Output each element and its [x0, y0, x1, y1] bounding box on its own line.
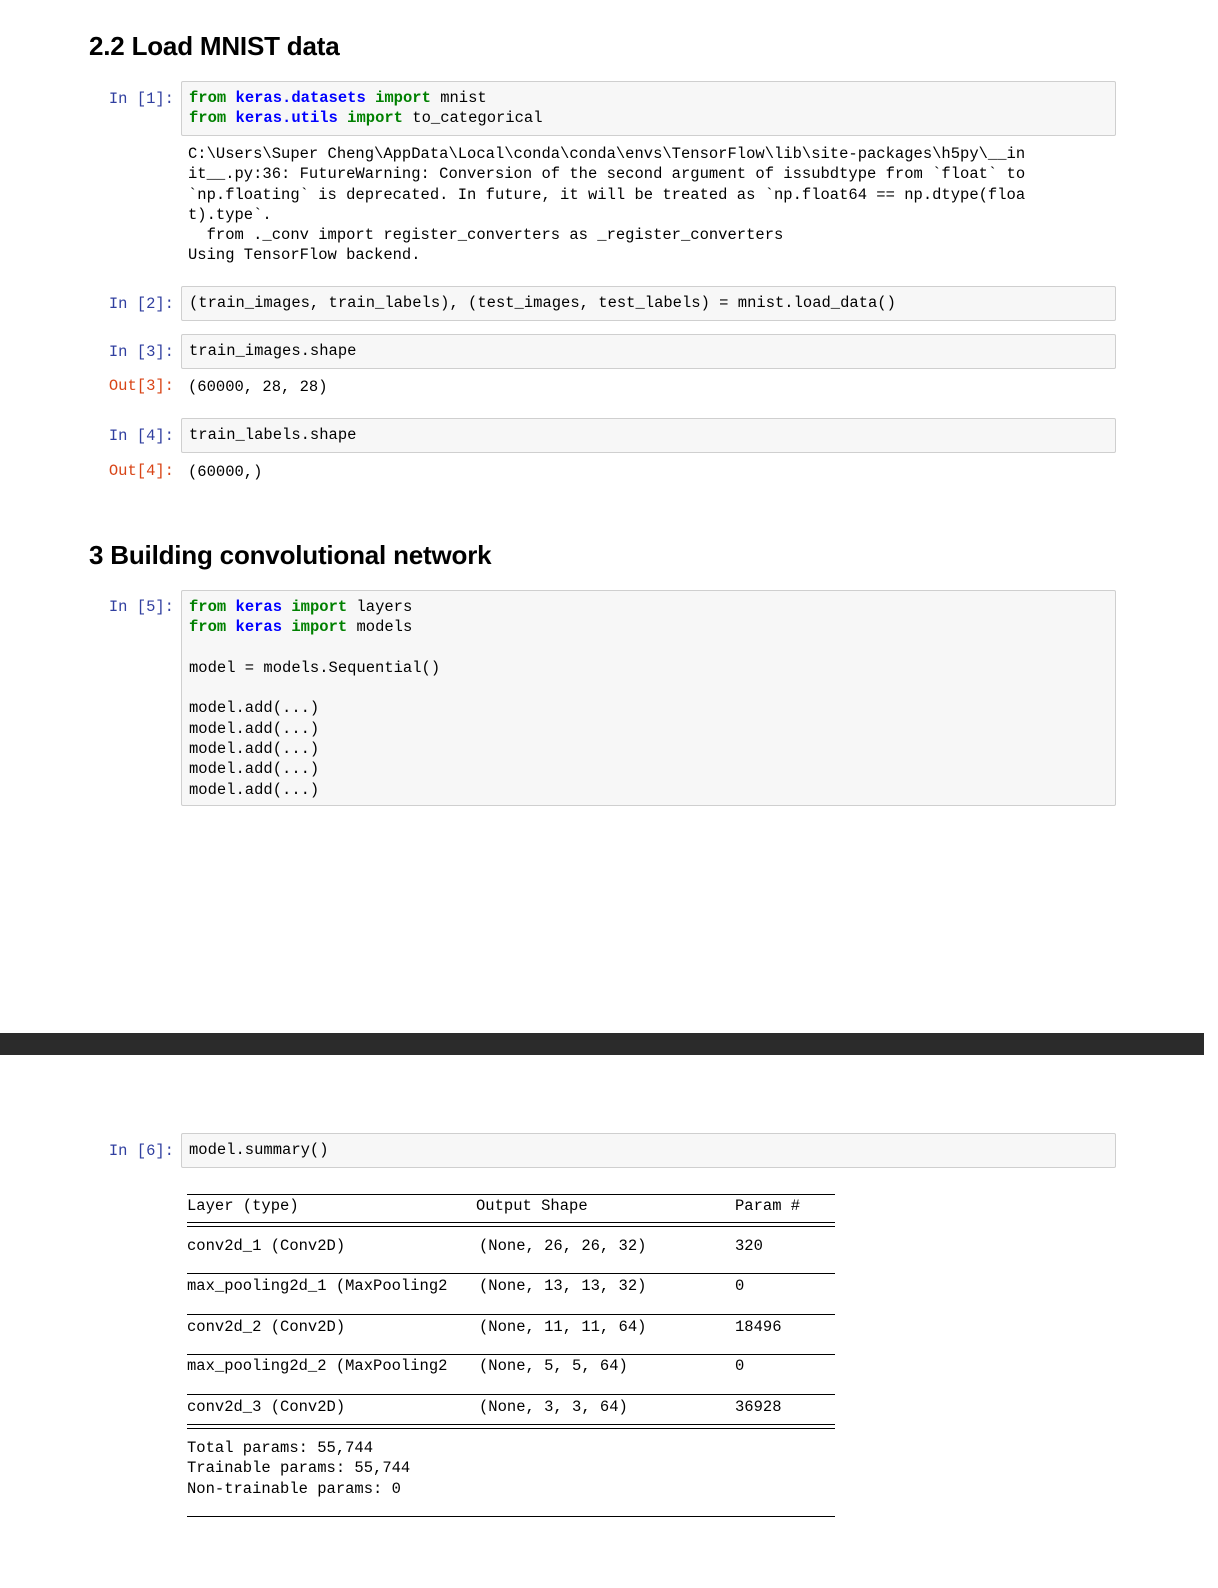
code-token: model = models.Sequential(): [189, 658, 441, 677]
output-prompt: Out[4]:: [108, 462, 174, 480]
output-line: `np.floating` is deprecated. In future, it will be treated as `np.float64 == np.dtype(floa: [188, 185, 1026, 204]
code-token: to_categorical: [402, 109, 543, 128]
summary-rule: [187, 1314, 835, 1315]
input-prompt: In [4]:: [108, 427, 174, 445]
summary-row-params: 320: [735, 1237, 763, 1255]
code-keyword: from: [189, 618, 227, 637]
code-token: model.add(...): [189, 780, 320, 799]
code-token: model.add(...): [189, 740, 320, 759]
code-token: mnist: [430, 89, 487, 107]
code-token: [226, 618, 235, 636]
code-token: [338, 109, 347, 127]
code-keyword: import: [291, 618, 348, 637]
output-line: t).type`.: [188, 205, 272, 224]
summary-row-params: 0: [735, 1357, 745, 1375]
code-cell-input[interactable]: [181, 418, 1116, 453]
summary-rule: [187, 1273, 835, 1274]
code-line: [189, 425, 1108, 445]
code-cell-input[interactable]: [181, 286, 1116, 321]
code-token: [226, 89, 235, 107]
summary-rule: [187, 1194, 835, 1195]
code-line: [189, 88, 1108, 108]
output-line: C:\Users\Super Cheng\AppData\Local\conda\conda\envs\TensorFlow\lib\site-packages\h5py\__in: [188, 145, 1026, 163]
code-token: [282, 598, 291, 616]
code-line: [189, 597, 1108, 617]
code-keyword: from: [189, 598, 227, 616]
code-token: [282, 618, 291, 636]
page-break-band: [0, 1033, 1204, 1055]
code-module: keras.datasets: [235, 89, 366, 107]
input-prompt: In [6]:: [108, 1142, 174, 1160]
input-prompt: In [2]:: [108, 295, 174, 313]
model-summary-output: [187, 1188, 837, 1528]
code-line: [189, 759, 1108, 779]
input-prompt: In [5]:: [108, 598, 174, 616]
code-line: [189, 698, 1108, 718]
summary-header-param: Param #: [735, 1197, 801, 1215]
summary-rule: [187, 1516, 835, 1517]
code-token: model.add(...): [189, 699, 320, 718]
section-heading-load-mnist: 2.2 Load MNIST data: [89, 31, 340, 61]
summary-row-shape: (None, 11, 11, 64): [479, 1318, 647, 1336]
code-line: [189, 780, 1108, 800]
summary-row-shape: (None, 26, 26, 32): [479, 1237, 647, 1255]
summary-row-shape: (None, 3, 3, 64): [479, 1398, 628, 1416]
code-line: [189, 739, 1108, 759]
summary-double-rule: [187, 1424, 835, 1429]
summary-row-params: 18496: [735, 1318, 782, 1336]
code-keyword: from: [189, 89, 227, 107]
code-token: train_labels.shape: [189, 426, 357, 444]
input-prompt: In [1]:: [108, 90, 174, 108]
summary-rule: [187, 1394, 835, 1395]
code-token: (train_images, train_labels), (test_images, test_labels) = mnist.load_data(): [189, 294, 896, 312]
code-line: [189, 617, 1108, 637]
code-line: [189, 341, 1108, 361]
summary-row-layer: conv2d_2 (Conv2D): [187, 1318, 346, 1336]
code-keyword: import: [375, 89, 431, 107]
code-line: [189, 719, 1108, 739]
stderr-output: [188, 144, 1025, 266]
output-line: it__.py:36: FutureWarning: Conversion of the second argument of issubdtype from `float` to: [188, 165, 1026, 184]
code-token: model.add(...): [189, 760, 320, 779]
code-token: model.summary(): [189, 1141, 329, 1159]
summary-double-rule: [187, 1222, 835, 1227]
section-heading-building-cnn: 3 Building convolutional network: [89, 540, 492, 570]
code-line: [189, 678, 1108, 698]
code-cell-input[interactable]: [181, 81, 1116, 136]
code-line: [189, 658, 1108, 678]
code-cell-input[interactable]: [181, 1133, 1116, 1168]
summary-trainable-params: Trainable params: 55,744: [187, 1459, 411, 1477]
input-prompt: In [3]:: [108, 343, 174, 361]
summary-row-shape: (None, 13, 13, 32): [479, 1277, 647, 1295]
code-token: [226, 598, 235, 616]
output-line: from ._conv import register_converters as _register_converters: [188, 226, 784, 245]
code-keyword: import: [347, 109, 403, 128]
code-line: [189, 638, 1108, 658]
code-cell-input[interactable]: [181, 590, 1116, 806]
summary-header-output-shape: Output Shape: [476, 1197, 588, 1215]
code-token: layers: [347, 598, 413, 616]
summary-row-layer: conv2d_1 (Conv2D): [187, 1237, 346, 1255]
code-token: [366, 89, 375, 107]
summary-header-layer: Layer (type): [187, 1197, 299, 1215]
code-keyword: import: [291, 598, 348, 616]
code-token: models: [347, 618, 413, 637]
code-line: [189, 293, 1108, 313]
summary-row-layer: max_pooling2d_2 (MaxPooling2: [187, 1357, 448, 1375]
code-line: [189, 108, 1108, 128]
code-module: keras.utils: [235, 109, 338, 128]
code-token: [226, 109, 235, 127]
summary-row-params: 0: [735, 1277, 745, 1295]
summary-non-trainable-params: Non-trainable params: 0: [187, 1480, 401, 1498]
code-cell-input[interactable]: [181, 334, 1116, 369]
summary-rule: [187, 1354, 835, 1355]
code-module: keras: [235, 618, 283, 637]
output-line: Using TensorFlow backend.: [188, 246, 421, 265]
summary-row-layer: conv2d_3 (Conv2D): [187, 1398, 346, 1416]
summary-row-shape: (None, 5, 5, 64): [479, 1357, 628, 1375]
cell-output-value: (60000, 28, 28): [188, 378, 328, 396]
code-keyword: from: [189, 109, 227, 128]
output-prompt: Out[3]:: [108, 377, 174, 395]
summary-total-params: Total params: 55,744: [187, 1439, 374, 1457]
cell-output-value: (60000,): [188, 463, 263, 481]
code-token: model.add(...): [189, 719, 320, 738]
summary-row-layer: max_pooling2d_1 (MaxPooling2: [187, 1277, 448, 1295]
code-line: [189, 1140, 1108, 1160]
code-module: keras: [235, 598, 283, 616]
summary-row-params: 36928: [735, 1398, 782, 1416]
code-token: train_images.shape: [189, 342, 357, 360]
